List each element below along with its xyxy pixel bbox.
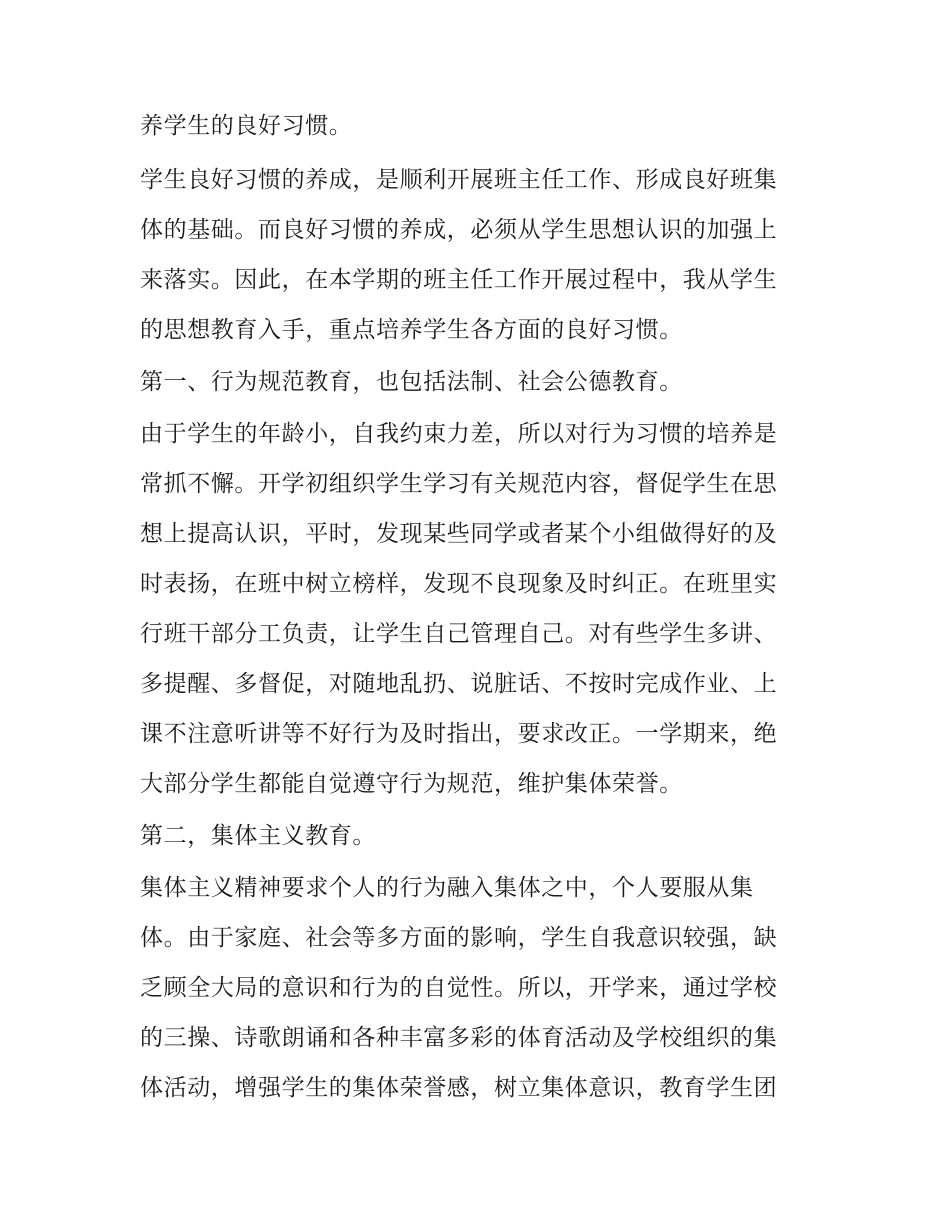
text-line: 集体主义精神要求个人的行为融入集体之中，个人要服从集 (140, 875, 754, 901)
text-line: 常抓不懈。开学初组织学生学习有关规范内容，督促学生在思 (140, 471, 778, 497)
text-line: 体的基础。而良好习惯的养成，必须从学生思想认识的加强上 (140, 217, 778, 243)
text-line: 学生良好习惯的养成，是顺利开展班主任工作、形成良好班集 (140, 167, 778, 193)
text-line: 由于学生的年龄小，自我约束力差，所以对行为习惯的培养是 (140, 421, 778, 447)
text-line: 多提醒、多督促，对随地乱扔、说脏话、不按时完成作业、上 (140, 671, 778, 697)
text-line: 想上提高认识，平时，发现某些同学或者某个小组做得好的及 (140, 521, 778, 547)
text-line: 来落实。因此，在本学期的班主任工作开展过程中，我从学生 (140, 267, 778, 293)
text-line: 第一、行为规范教育，也包括法制、社会公德教育。 (140, 369, 683, 395)
text-line: 时表扬，在班中树立榜样，发现不良现象及时纠正。在班里实 (140, 571, 778, 597)
text-line: 行班干部分工负责，让学生自己管理自己。对有些学生多讲、 (140, 621, 778, 647)
text-line: 养学生的良好习惯。 (140, 113, 353, 139)
text-line: 课不注意听讲等不好行为及时指出，要求改正。一学期来，绝 (140, 721, 778, 747)
text-line: 乏顾全大局的意识和行为的自觉性。所以，开学来，通过学校 (140, 975, 778, 1001)
text-line: 第二，集体主义教育。 (140, 823, 376, 849)
text-line: 的思想教育入手，重点培养学生各方面的良好习惯。 (140, 317, 683, 343)
text-line: 体活动，增强学生的集体荣誉感，树立集体意识，教育学生团 (140, 1075, 778, 1101)
text-line: 的三操、诗歌朗诵和各种丰富多彩的体育活动及学校组织的集 (140, 1025, 778, 1051)
text-line: 大部分学生都能自觉遵守行为规范，维护集体荣誉。 (140, 771, 683, 797)
text-line: 体。由于家庭、社会等多方面的影响，学生自我意识较强，缺 (140, 925, 778, 951)
